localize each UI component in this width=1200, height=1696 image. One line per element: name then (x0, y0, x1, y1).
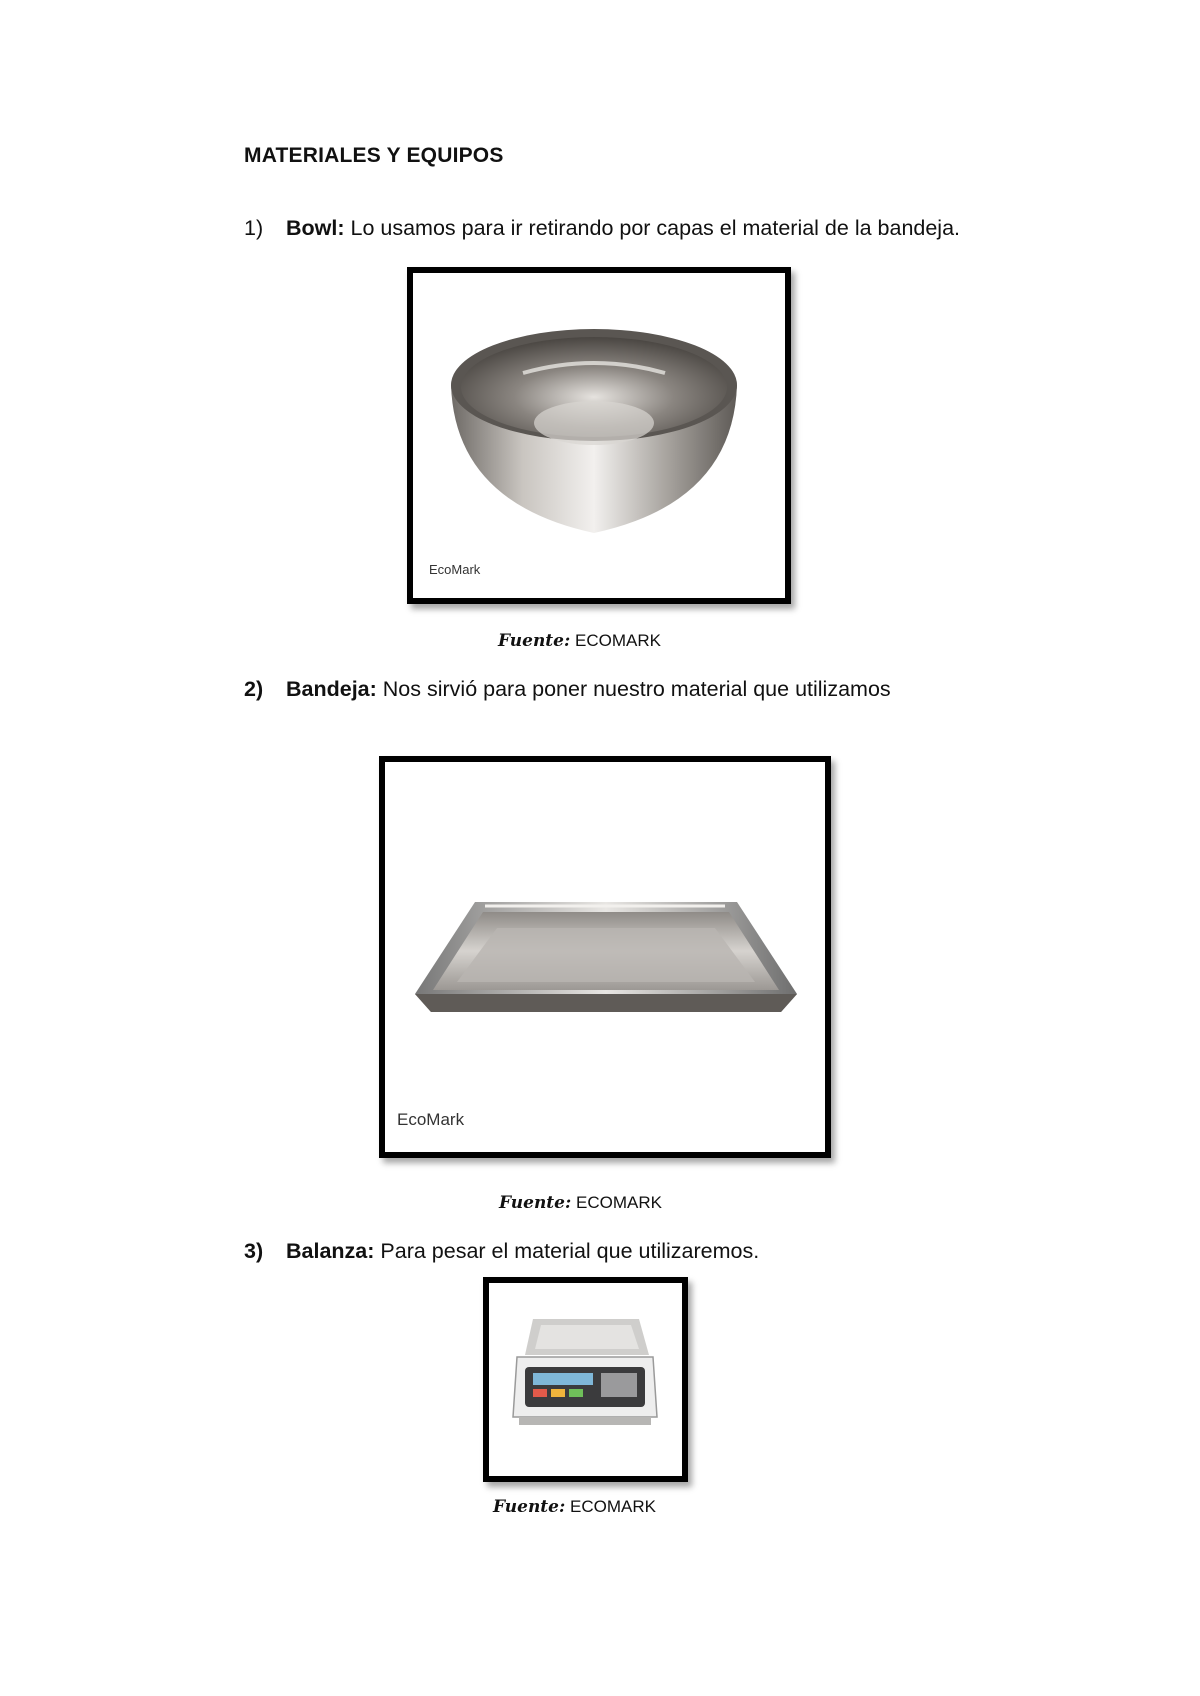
section-title: MATERIALES Y EQUIPOS (244, 144, 504, 167)
tray-image-frame (379, 756, 831, 1158)
caption-source: ECOMARK (574, 631, 661, 650)
item-number: 2) (244, 677, 264, 701)
item-number: 3) (244, 1239, 264, 1263)
item-description: Para pesar el material que utilizaremos. (380, 1239, 760, 1263)
caption-bowl (498, 631, 661, 651)
ecomark-logo: EcoMark (397, 1110, 465, 1129)
list-item-bowl (244, 216, 960, 241)
caption-label: Fuente: (499, 1193, 572, 1213)
caption-bandeja (499, 1193, 662, 1213)
caption-source: ECOMARK (575, 1193, 662, 1212)
caption-source: ECOMARK (569, 1497, 656, 1516)
list-item-balanza (244, 1239, 759, 1264)
item-description: Lo usamos para ir retirando por capas el material de la bandeja. (350, 216, 961, 240)
steel-bowl-image (413, 273, 785, 598)
caption-label: Fuente: (493, 1497, 566, 1517)
ecomark-logo: EcoMark (429, 562, 481, 577)
item-description: Nos sirvió para poner nuestro material que utilizamos (382, 677, 891, 701)
bowl-image-frame (407, 267, 791, 604)
item-name: Balanza: (285, 1239, 375, 1263)
steel-tray-image (385, 762, 825, 1152)
caption-label: Fuente: (498, 631, 571, 651)
caption-balanza (493, 1497, 656, 1517)
item-name: Bowl: (285, 216, 345, 240)
list-item-bandeja (244, 677, 891, 702)
digital-scale-image (489, 1283, 682, 1476)
scale-image-frame (483, 1277, 688, 1482)
item-number: 1) (244, 216, 264, 240)
item-name: Bandeja: (285, 677, 377, 701)
